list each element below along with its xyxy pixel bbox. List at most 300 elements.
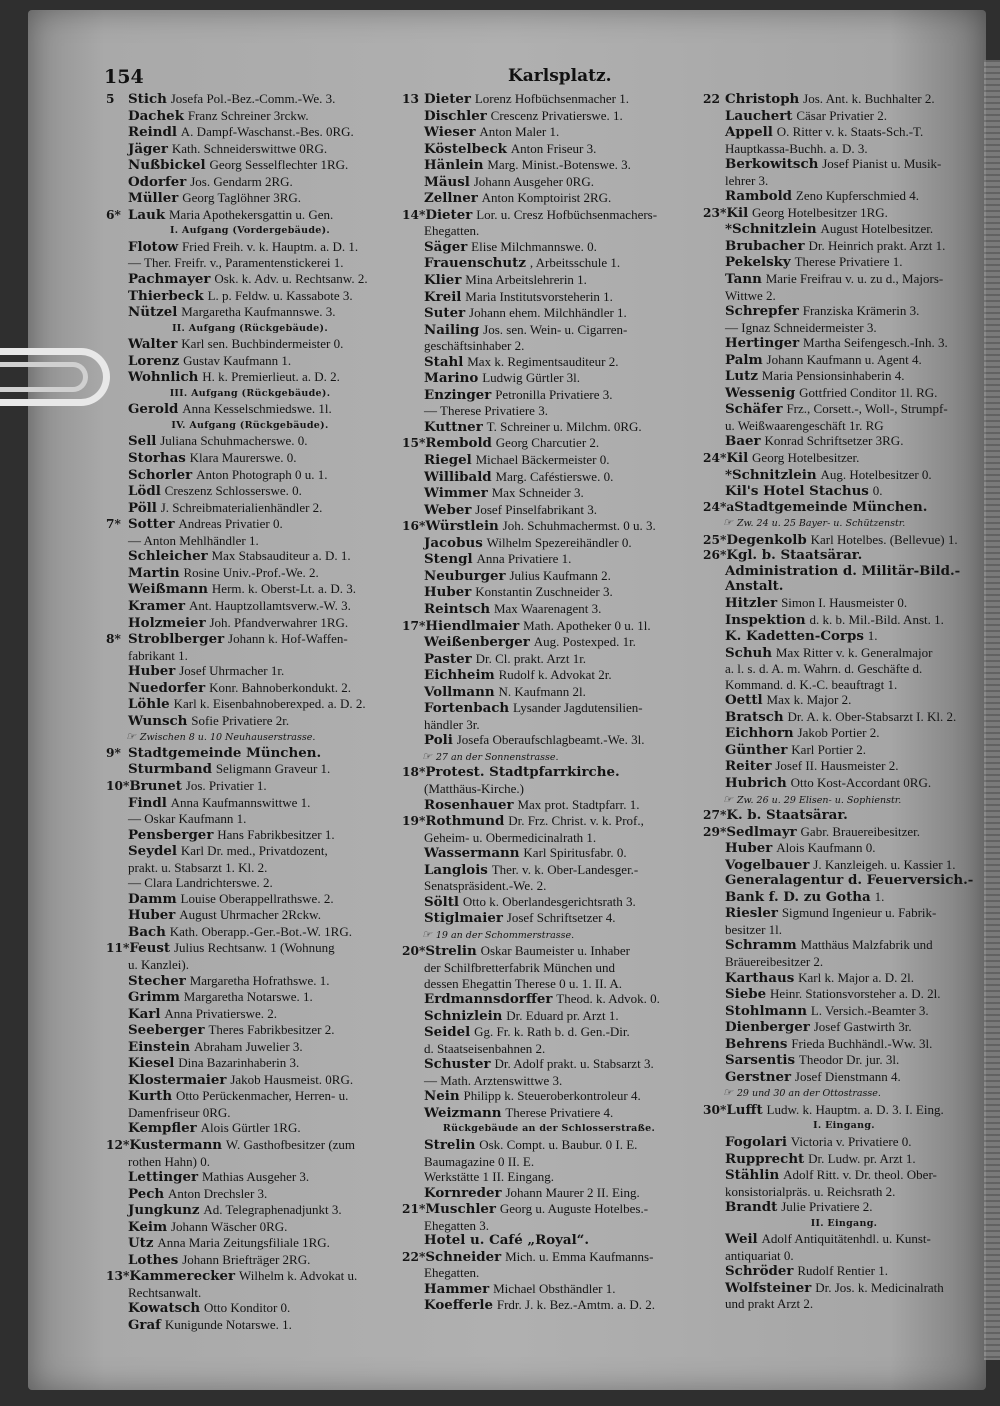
resident-name: Wessenig (725, 384, 796, 401)
house-number: 7* (106, 517, 121, 532)
resident-name: Odorfer (128, 173, 187, 190)
directory-entry (402, 1056, 696, 1073)
pointing-hand-icon: ☞ (126, 730, 136, 744)
entry-continuation: dessen Ehegattin Therese 0 u. 1. II. A. (424, 975, 622, 991)
resident-details: Petronilla Privatiere 3. (495, 386, 613, 402)
directory-entry (106, 1039, 394, 1056)
cross-reference-note (703, 515, 985, 532)
resident-name: Stroblberger (128, 631, 225, 648)
directory-entry (402, 1008, 696, 1025)
directory-entry (402, 813, 696, 830)
directory-entry (402, 272, 696, 289)
resident-details: Max Stabsauditeur a. D. 1. (211, 548, 351, 564)
resident-details: d. k. b. Mil.-Bild. Anst. 1. (809, 611, 944, 627)
resident-details: Dr. Heinrich prakt. Arzt 1. (808, 237, 946, 253)
resident-details: Max k. Major 2. (766, 692, 852, 708)
resident-name: Würstlein (425, 518, 499, 535)
directory-entry (402, 618, 696, 635)
directory-entry (402, 305, 696, 322)
resident-name: Pachmayer (128, 271, 211, 288)
resident-details: Karl Portier 2. (791, 741, 867, 757)
resident-name: Suter (424, 305, 466, 322)
resident-details: Franz Schreiner 3rckw. (187, 107, 309, 123)
directory-entry (106, 696, 394, 713)
directory-entry (703, 1019, 985, 1036)
directory-entry (402, 862, 696, 879)
resident-name: Riesler (725, 905, 778, 922)
resident-name: Grimm (128, 989, 180, 1006)
resident-details: Rosine Univ.-Prof.-We. 2. (183, 564, 319, 580)
resident-name: Nailing (424, 321, 480, 338)
resident-details: Rudolf Rentier 1. (797, 1263, 888, 1279)
resident-details: Max k. Regimentsauditeur 2. (467, 353, 619, 369)
resident-details: Johann Ausgeher 0RG. (473, 173, 594, 189)
directory-entry (106, 778, 394, 795)
directory-entry (703, 1199, 985, 1216)
resident-details: Anna Privatiere 1. (476, 551, 572, 567)
resident-name: Martin (128, 564, 180, 581)
resident-details: Max prot. Stadtpfarr. 1. (517, 796, 640, 812)
resident-name: Stahl (424, 353, 464, 370)
resident-details: Otto Kost-Accordant 0RG. (790, 774, 932, 790)
directory-entry (703, 725, 985, 742)
resident-name: Stiglmaier (424, 910, 503, 927)
directory-entry (402, 551, 696, 568)
directory-entry (703, 368, 985, 385)
resident-details: J. Schreibmaterialienhändler 2. (160, 499, 323, 515)
house-number: 9* (106, 745, 121, 760)
resident-name: Degenkolb (726, 531, 807, 548)
resident-name: Seidel (424, 1024, 471, 1041)
resident-name: Reiter (725, 758, 772, 775)
resident-details: Dr. Frz. Christ. v. k. Prof., (508, 813, 644, 829)
entry-continuation: fabrikant 1. (128, 647, 188, 663)
resident-name: Huber (128, 663, 176, 680)
resident-name: Enzinger (424, 386, 492, 403)
pointing-hand-icon: ☞ (723, 792, 733, 806)
house-number: 27* (703, 808, 727, 823)
entry-continuation: u. Weißwaarengeschäft 1r. RG (725, 417, 884, 433)
resident-name: Huber (128, 907, 176, 924)
directory-entry (703, 857, 985, 874)
adjacent-page-edge (984, 60, 1000, 1360)
resident-details: Osk. k. Adv. u. Rechtsanw. 2. (214, 271, 368, 287)
directory-entry (402, 684, 696, 701)
resident-details: Theodor Dr. jur. 3l. (798, 1052, 900, 1068)
directory-entry (106, 631, 394, 648)
house-number: 8* (106, 632, 121, 647)
resident-name: Brunet (129, 777, 182, 794)
directory-entry (703, 937, 985, 954)
directory-entry (106, 433, 394, 450)
resident-name: Rambold (725, 188, 793, 205)
resident-details: Adolf Antiquitätenhdl. u. Kunst- (761, 1231, 931, 1247)
resident-name: Gerold (128, 401, 179, 418)
entry-continuation: — Oskar Kaufmann 1. (128, 811, 247, 827)
resident-name: Schrepfer (725, 303, 799, 320)
directory-entry (402, 387, 696, 404)
resident-name: *Schnitzlein (725, 221, 817, 238)
directory-entry (703, 188, 985, 205)
directory-entry (402, 419, 696, 436)
entry-continuation: u. Kanzlei). (128, 956, 190, 972)
directory-entry (703, 1052, 985, 1069)
directory-entry (402, 124, 696, 141)
directory-entry (106, 369, 394, 386)
house-number: 29* (703, 824, 727, 839)
resident-name: Sotter (128, 516, 175, 533)
section-heading: IV. Aufgang (Rückgebäude). (171, 419, 329, 431)
resident-details: Kunigunde Notarswe. 1. (164, 1317, 292, 1333)
cross-reference-note (703, 1085, 985, 1102)
directory-entry (402, 518, 696, 535)
note-text: 29 und 30 an der Ottostrasse. (736, 1088, 881, 1100)
directory-entry (402, 141, 696, 158)
resident-name: Rupprecht (725, 1150, 805, 1167)
resident-details: Karl Dr. med., Privatdozent, (180, 843, 328, 859)
resident-details: Georg u. Auguste Hotelbes.- (499, 1201, 649, 1217)
resident-details: August Hotelbesitzer. (820, 221, 934, 237)
resident-details: Anton Drechsler 3. (168, 1185, 268, 1201)
resident-name: Schneider (425, 1248, 502, 1265)
resident-details: Max Waarenagent 3. (493, 600, 602, 616)
directory-entry (402, 910, 696, 927)
directory-entry (402, 322, 696, 339)
directory-entry (402, 601, 696, 618)
resident-name: Jacobus (424, 534, 483, 551)
directory-entry (703, 1003, 985, 1020)
resident-name: Stählin (725, 1167, 780, 1184)
resident-details: Gabr. Brauereibesitzer. (800, 823, 921, 839)
pointing-hand-icon: ☞ (723, 1086, 733, 1100)
resident-name: Kowatsch (128, 1300, 201, 1317)
resident-details: Johann Briefträger 2RG. (182, 1251, 311, 1267)
directory-entry (703, 1069, 985, 1086)
resident-name: Kempfler (128, 1120, 197, 1137)
directory-entry (703, 808, 985, 824)
resident-name: Administration d. Militär-Bild.- (725, 563, 961, 579)
resident-name: Baer (725, 433, 761, 450)
resident-details: Georg Sesselflechter 1RG. (209, 157, 349, 173)
resident-name: Köstelbeck (424, 140, 507, 157)
resident-details: Adolf Ritt. v. Dr. theol. Ober- (783, 1167, 937, 1183)
directory-entry (106, 190, 394, 207)
resident-details: Max Schneider 3. (491, 485, 584, 501)
resident-name: Brandt (725, 1199, 778, 1216)
resident-name: Bach (128, 923, 166, 940)
resident-name: Sturmband (128, 761, 212, 778)
resident-details: Ludw. k. Hauptm. a. D. 3. I. Eing. (766, 1101, 944, 1117)
resident-details: Aug. Postexped. 1r. (533, 634, 636, 650)
resident-name: Dischler (424, 107, 487, 124)
resident-details: Cäsar Privatier 2. (796, 107, 887, 123)
resident-details: Heinr. Stationsvorsteher a. D. 2l. (770, 986, 941, 1002)
resident-details: Therese Privatiere 4. (505, 1104, 614, 1120)
resident-name: Kil (726, 204, 749, 221)
directory-entry (703, 1036, 985, 1053)
directory-entry (402, 435, 696, 452)
directory-entry (402, 634, 696, 651)
resident-details: Martha Seifengesch.-Inh. 3. (803, 335, 948, 351)
directory-entry (703, 742, 985, 759)
directory-entry (402, 991, 696, 1008)
directory-entry (402, 1024, 696, 1041)
resident-name: Karl (128, 1005, 161, 1022)
resident-details: Julius Rechtsanw. 1 (Wohnung (173, 940, 335, 956)
resident-details: Creszenz Schlosserswe. 0. (164, 483, 302, 499)
resident-name: Paster (424, 650, 472, 667)
resident-details: , Arbeitsschule 1. (529, 255, 621, 271)
resident-details: Johann ehem. Milchhändler 1. (469, 305, 627, 321)
resident-name: Söltl (424, 893, 459, 910)
directory-entry (703, 303, 985, 320)
page-header-street: Karlsplatz. (508, 66, 612, 86)
directory-entry (106, 565, 394, 582)
resident-details: Maria Institutsvorsteherin 1. (465, 288, 613, 304)
directory-entry (106, 401, 394, 418)
resident-name: Dachek (128, 107, 184, 124)
directory-entry (703, 709, 985, 726)
resident-details: Wilhelm k. Advokat u. (238, 1268, 358, 1284)
resident-name: Löhle (128, 696, 170, 713)
resident-details: Dr. Jos. k. Medicinalrath (815, 1279, 944, 1295)
resident-details: Margaretha Hofrathswe. 1. (189, 972, 330, 988)
resident-details: Dr. Adolf prakt. u. Stabsarzt 3. (494, 1056, 654, 1072)
resident-details: Simon I. Hausmeister 0. (781, 594, 908, 610)
resident-details: Johann Wäscher 0RG. (171, 1218, 288, 1234)
resident-details: Frdr. J. k. Bez.-Amtm. a. D. 2. (496, 1297, 655, 1313)
directory-entry (106, 1055, 394, 1072)
resident-name: Thierbeck (128, 287, 204, 304)
resident-name: Fogolari (725, 1134, 787, 1150)
resident-details: Math. Apotheker 0 u. 1l. (523, 617, 651, 633)
directory-entry (106, 761, 394, 778)
entry-continuation: Wittwe 2. (725, 287, 776, 303)
resident-name: Rembold (425, 435, 492, 452)
resident-details: Aug. Hotelbesitzer 0. (820, 466, 932, 482)
directory-entry (402, 667, 696, 684)
resident-details: Josef Uhrmacher 1r. (179, 663, 285, 679)
resident-details: Anton Photograph 0 u. 1. (196, 466, 328, 482)
directory-entry (106, 680, 394, 697)
resident-name: Kammerecker (129, 1268, 236, 1285)
house-number: 6* (106, 207, 121, 222)
directory-entry (106, 1300, 394, 1317)
resident-details: Konr. Bahnoberkondukt. 2. (209, 679, 351, 695)
directory-entry (106, 746, 394, 762)
resident-name: Pensberger (128, 826, 214, 843)
resident-name: Storhas (128, 450, 186, 467)
resident-name: Strelin (424, 1137, 476, 1153)
entry-continuation: geschäftsinhaber 2. (424, 338, 525, 354)
resident-name: Vollmann (424, 683, 495, 700)
resident-details: Andreas Privatier 0. (178, 516, 283, 532)
resident-details: Georg Charcutier 2. (495, 435, 600, 451)
cross-reference-note (402, 749, 696, 766)
section-heading: II. Aufgang (Rückgebäude). (172, 322, 328, 334)
house-number: 13* (106, 1269, 130, 1284)
directory-entry (703, 221, 985, 238)
directory-entry (703, 645, 985, 662)
directory-entry (106, 304, 394, 321)
resident-name: Erdmannsdorffer (424, 991, 553, 1008)
resident-details: Marg. Minist.-Botenswe. 3. (487, 157, 631, 173)
resident-name: Gerstner (725, 1068, 792, 1085)
directory-entry (106, 353, 394, 370)
resident-name: Lauk (128, 206, 166, 223)
resident-name: Wunsch (128, 712, 188, 729)
directory-entry (402, 1105, 696, 1122)
directory-entry (106, 907, 394, 924)
directory-entry (402, 469, 696, 486)
resident-details: Margaretha Kaufmannswe. 3. (181, 304, 336, 320)
resident-name: Eichhorn (725, 725, 794, 742)
resident-name: Wimmer (424, 485, 488, 502)
directory-entry (402, 452, 696, 469)
directory-entry (106, 174, 394, 191)
resident-details: Karl sen. Buchbindermeister 0. (181, 336, 344, 352)
resident-name: Stengl (424, 551, 473, 568)
resident-details: Jakob Hausmeist. 0RG. (230, 1071, 354, 1087)
resident-details: Klara Maurerswe. 0. (189, 450, 297, 466)
resident-name: Seeberger (128, 1022, 205, 1039)
house-number: 10* (106, 778, 130, 793)
resident-name: Koefferle (424, 1297, 493, 1314)
entry-continuation: der Schilfbretterfabrik München und (424, 959, 615, 975)
resident-details: Dr. Ludw. pr. Arzt 1. (808, 1150, 916, 1166)
resident-name: Muschler (425, 1201, 496, 1218)
resident-name: Kil (726, 450, 749, 467)
directory-entry (402, 370, 696, 387)
directory-entry (402, 1281, 696, 1298)
directory-entry (106, 207, 394, 224)
directory-entry (402, 797, 696, 814)
entry-continuation: Hauptkassa-Buchh. a. D. 3. (725, 140, 868, 156)
directory-entry (703, 91, 985, 108)
directory-entry (703, 612, 985, 629)
resident-name: Weil (725, 1231, 758, 1248)
directory-entry (703, 1263, 985, 1280)
resident-details: Philipp k. Steueroberkontroleur 4. (463, 1088, 641, 1104)
directory-entry (106, 1317, 394, 1334)
resident-name: Sell (128, 433, 157, 450)
directory-entry (402, 943, 696, 960)
entry-continuation: lehrer 3. (725, 172, 769, 188)
directory-entry (106, 713, 394, 730)
resident-details: Zeno Kupferschmied 4. (795, 188, 920, 204)
resident-details: Rudolf k. Advokat 2r. (498, 667, 612, 683)
directory-entry (106, 467, 394, 484)
house-number: 18* (402, 765, 426, 780)
resident-name: Klostermaier (128, 1071, 227, 1088)
resident-name: Willibald (424, 468, 492, 485)
directory-entry (106, 108, 394, 125)
resident-details: Dr. Eduard pr. Arzt 1. (506, 1007, 619, 1023)
directory-entry (106, 663, 394, 680)
resident-name: Poli (424, 732, 453, 749)
resident-name: Nützel (128, 304, 178, 321)
entry-continuation: a. l. s. d. A. m. Wahrn. d. Geschäfte d. (725, 661, 923, 677)
directory-entry (106, 924, 394, 941)
resident-name: Hänlein (424, 157, 484, 174)
resident-name: Mäusl (424, 173, 470, 190)
house-number: 14* (402, 207, 426, 222)
resident-name: Weizmann (424, 1104, 502, 1121)
resident-name: Wieser (424, 124, 476, 141)
resident-name: K. b. Staatsärar. (726, 808, 848, 824)
resident-details: Ludwig Gürtler 3l. (482, 370, 581, 386)
directory-entry (106, 1219, 394, 1236)
resident-name: Marino (424, 370, 479, 387)
entry-continuation: Ehegatten 3. (424, 1217, 489, 1233)
directory-entry (703, 271, 985, 288)
directory-entry (703, 889, 985, 906)
resident-name: Wohnlich (128, 369, 199, 386)
entry-continuation: — Ignaz Schneidermeister 3. (725, 319, 877, 335)
resident-details: Max Ritter v. k. Generalmajor (775, 644, 933, 660)
resident-name: Kustermann (129, 1137, 223, 1153)
house-number: 17* (402, 618, 426, 633)
directory-entry (402, 354, 696, 371)
directory-entry (402, 894, 696, 911)
resident-name: Jäger (128, 140, 168, 157)
resident-name: Seydel (128, 843, 177, 860)
entry-continuation: rothen Hahn) 0. (128, 1153, 210, 1169)
directory-entry (106, 1088, 394, 1105)
directory-entry (703, 335, 985, 352)
resident-name: Zellner (424, 190, 478, 207)
directory-entry (703, 205, 985, 222)
directory-entry (703, 775, 985, 792)
resident-details: Theod. k. Advok. 0. (556, 991, 660, 1007)
directory-entry (402, 845, 696, 862)
directory-entry (703, 579, 985, 595)
note-text: 19 an der Schommerstrasse. (435, 929, 575, 941)
resident-details: Joh. Schuhmachermst. 0 u. 3. (502, 518, 656, 534)
resident-name: Graf (128, 1317, 161, 1334)
resident-name: Hiendlmaier (425, 617, 520, 634)
resident-details: A. Dampf-Waschanst.-Bes. 0RG. (180, 124, 354, 140)
resident-name: Stich (128, 91, 167, 107)
resident-details: T. Schreiner u. Milchm. 0RG. (486, 418, 642, 434)
resident-details: Jos. Privatier 1. (185, 777, 267, 793)
resident-name: Schorler (128, 466, 193, 483)
note-text: Zw. 26 u. 29 Elisen- u. Sophienstr. (736, 794, 902, 806)
entry-continuation: d. Staatseisenbahnen 2. (424, 1040, 546, 1056)
directory-entry (106, 1137, 394, 1154)
resident-name: Tann (725, 271, 762, 288)
resident-details: W. Gasthofbesitzer (zum (225, 1137, 356, 1152)
resident-name: Inspektion (725, 611, 806, 628)
resident-details: Mathias Ausgeher 3. (201, 1169, 310, 1185)
resident-details: Juliana Schuhmacherswe. 0. (160, 433, 308, 449)
resident-details: Konstantin Zuschneider 3. (475, 584, 613, 600)
resident-name: Stohlmann (725, 1002, 807, 1019)
resident-name: Strelin (425, 943, 477, 960)
entry-continuation: Bräuereibesitzer 2. (725, 953, 824, 969)
directory-entry (106, 1022, 394, 1039)
directory-entry (402, 239, 696, 256)
directory-entry (703, 873, 985, 889)
resident-name: Behrens (725, 1035, 788, 1052)
resident-details: Julie Privatiere 2. (781, 1199, 873, 1215)
resident-details: Ad. Telegraphenadjunkt 3. (203, 1202, 342, 1218)
resident-name: Rothmund (425, 813, 505, 830)
directory-entry (402, 207, 696, 224)
directory-entry (402, 1088, 696, 1105)
resident-name: Oettl (725, 692, 763, 709)
resident-name: Karthaus (725, 969, 795, 986)
